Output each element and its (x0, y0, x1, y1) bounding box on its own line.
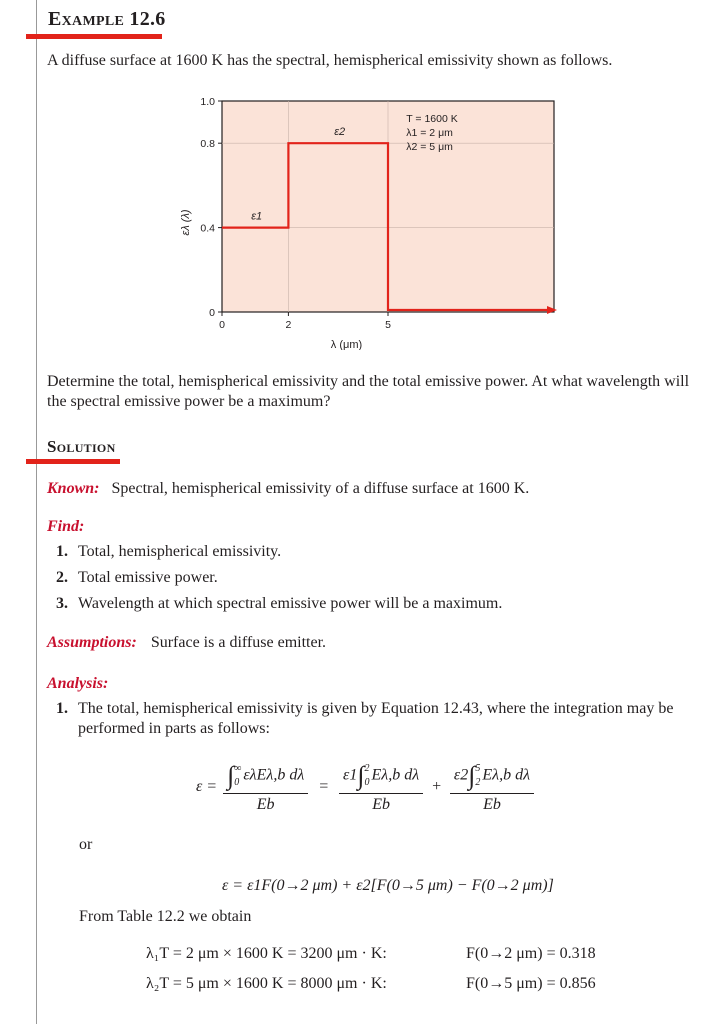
integral-limits (475, 762, 480, 790)
assumptions-text: Surface is a diffuse emitter. (150, 634, 327, 651)
analysis-label: Analysis: (47, 675, 109, 692)
emissivity-chart (165, 88, 565, 350)
page-margin-line (36, 0, 37, 1024)
integral-sign: ∫ (468, 760, 476, 790)
find-item-text: Total, hemispherical emissivity. (78, 543, 282, 560)
equation-term-2 (339, 761, 423, 814)
upper-limit: 5 (475, 762, 481, 774)
term-3-numerator (450, 761, 534, 794)
annotation-temperature: T = 1600 K (406, 113, 458, 125)
integrand: Eλ,b dλ (482, 766, 530, 784)
equation-term-1 (223, 761, 308, 814)
from-table-text: From Table 12.2 we obtain (79, 908, 252, 925)
table-row-2-left: λ₂T = 5 μm × 1600 K = 8000 μm · K: (146, 975, 387, 992)
emissivity-equation-2: ε = ε1F(0→2 μm) + ε2[F(0→5 μm) − F(0→2 μm)] (222, 877, 554, 894)
coefficient: ε2 (453, 766, 469, 784)
annotation-lambda1: λ1 = 2 μm (406, 127, 453, 139)
y-axis-label: ελ (λ) (180, 209, 192, 236)
find-item (56, 568, 697, 594)
term-3-denominator: Eb (483, 795, 501, 813)
analysis-item-1 (56, 699, 697, 739)
upper-limit: ∞ (234, 762, 242, 774)
table-row-1-left: λ₁T = 2 μm × 1600 K = 3200 μm · K: (146, 945, 387, 962)
find-item (56, 542, 697, 568)
x-tick-label: 2 (285, 319, 292, 331)
term-2-numerator (339, 761, 423, 794)
y-tick-label: 0.8 (200, 138, 215, 151)
term-1-denominator: Eb (256, 795, 275, 813)
upper-limit: 2 (364, 762, 370, 774)
x-tick-label: 0 (219, 319, 225, 331)
find-item-number: 2. (56, 569, 68, 586)
or-text: or (79, 836, 93, 853)
y-tick-label: 1.0 (200, 96, 215, 108)
problem-question: Determine the total, hemispherical emissivity and the total emissive power. At what wavelength will the spectral emissive power be a maximum? (47, 373, 690, 410)
integral-limits (234, 762, 241, 790)
analysis-item-number: 1. (56, 700, 68, 717)
known-text: Spectral, hemispherical emissivity of a diffuse surface at 1600 K. (111, 480, 530, 497)
equation-lhs: ε = (196, 778, 218, 795)
integral-limits (364, 762, 369, 790)
lower-limit: 2 (475, 776, 481, 788)
plus-sign: + (431, 778, 442, 795)
annotation-eps2: ε2 (334, 126, 346, 139)
term-1-numerator (223, 761, 308, 794)
emissivity-equation (196, 752, 534, 822)
y-tick-label: 0.4 (200, 222, 215, 235)
find-item-number: 1. (56, 543, 68, 560)
annotation-lambda2: λ2 = 5 μm (406, 141, 453, 153)
find-item-number: 3. (56, 595, 68, 612)
example-heading-rule (26, 34, 162, 39)
annotation-eps1: ε1 (251, 210, 263, 223)
equation-term-3 (450, 761, 534, 814)
find-list (56, 542, 697, 620)
lower-limit: 0 (234, 776, 240, 788)
integrand: Eλ,b dλ (371, 766, 420, 784)
x-axis-label: λ (μm) (330, 339, 363, 350)
analysis-item-text: The total, hemispherical emissivity is given by Equation 12.43, where the integration may be performed in parts as follows: (78, 700, 674, 737)
x-tick-label: 5 (385, 319, 391, 331)
coefficient: ε1 (343, 766, 358, 784)
find-label: Find: (47, 518, 85, 535)
known-label: Known: (47, 480, 100, 497)
integral-sign: ∫ (227, 760, 235, 790)
equals-sign: = (318, 778, 330, 795)
integrand: ελEλ,b dλ (243, 766, 305, 784)
y-tick-label: 0 (209, 307, 215, 319)
lower-limit: 0 (364, 776, 370, 788)
find-item-text: Wavelength at which spectral emissive power will be a maximum. (78, 595, 503, 612)
analysis-section (47, 674, 697, 739)
integral-sign: ∫ (357, 760, 365, 790)
term-2-denominator: Eb (372, 795, 390, 813)
assumptions-label: Assumptions: (47, 634, 137, 651)
solution-heading: Solution (47, 437, 116, 456)
assumptions-section (47, 633, 697, 653)
table-row-2-right: F(0→5 μm) = 0.856 (466, 975, 596, 992)
solution-heading-rule (26, 459, 120, 464)
find-item-text: Total emissive power. (78, 569, 218, 586)
problem-intro: A diffuse surface at 1600 K has the spectral, hemispherical emissivity shown as follows. (47, 52, 613, 69)
table-row-1-right: F(0→2 μm) = 0.318 (466, 945, 596, 962)
find-section (47, 517, 697, 620)
find-item (56, 594, 697, 620)
known-section (47, 479, 697, 499)
example-heading: Example 12.6 (48, 8, 166, 30)
